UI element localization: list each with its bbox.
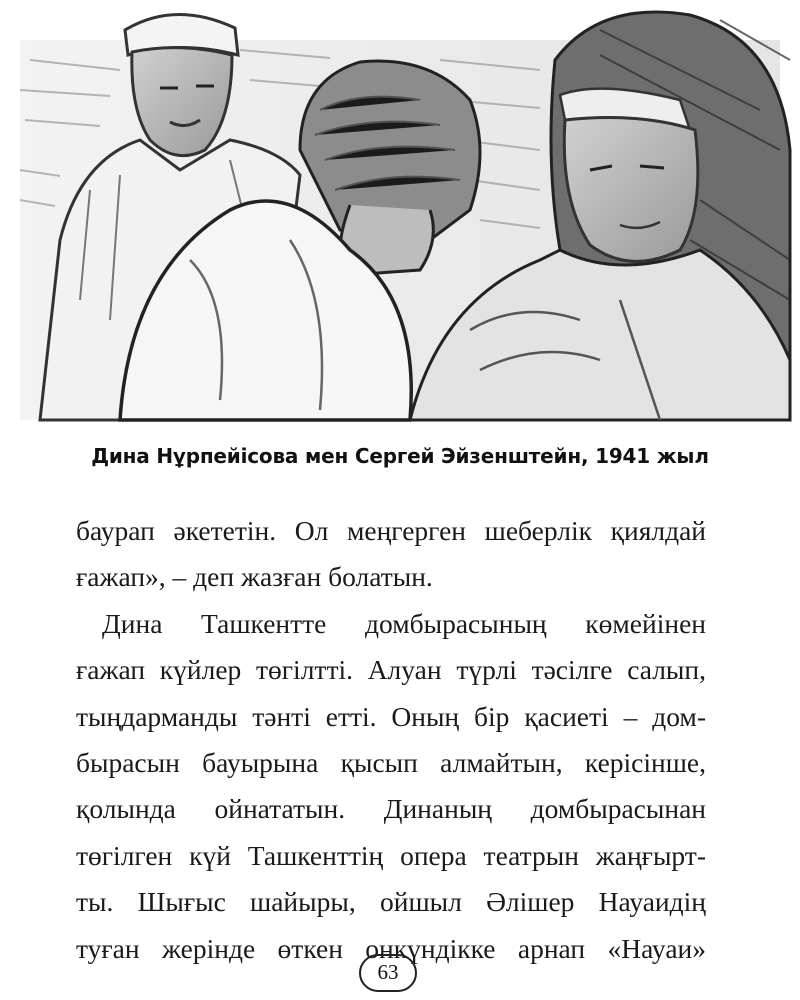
- pencil-sketch-image: [0, 0, 800, 425]
- text-line: тыңдарманды тәнті етті. Оның бір қасиеті – дом-: [76, 700, 706, 732]
- figure-caption: Дина Нұрпейісова мен Сергей Эйзенштейн, 1941 жыл: [91, 444, 709, 468]
- text-line: төгілген күй Ташкенттің опера театрын жаңғырт-: [76, 839, 706, 871]
- text-line: бырасын бауырына қысып алмайтын, керісінше,: [76, 746, 706, 778]
- text-line: ты. Шығыс шайыры, ойшыл Әлішер Науаидің: [76, 886, 706, 918]
- text-line: ғажап күйлер төгілтті. Алуан түрлі тәсілге салып,: [76, 654, 706, 686]
- illustration: [0, 0, 800, 425]
- page-number: 63: [359, 954, 417, 992]
- body-text: [76, 508, 706, 972]
- text-line: баурап әкететін. Ол меңгерген шеберлік қиялдай: [76, 515, 706, 546]
- text-line: туған жерінде өткен онкүндікке арнап «Науаи»: [76, 932, 706, 964]
- text-line: Дина Ташкентте домбырасының көмейінен: [102, 607, 706, 639]
- text-line: ғажап», – деп жазған болатын.: [76, 561, 433, 593]
- paragraph-1: [76, 508, 706, 601]
- paragraph-2: [76, 601, 706, 972]
- text-line: қолында ойнататын. Динаның домбырасынан: [76, 793, 706, 825]
